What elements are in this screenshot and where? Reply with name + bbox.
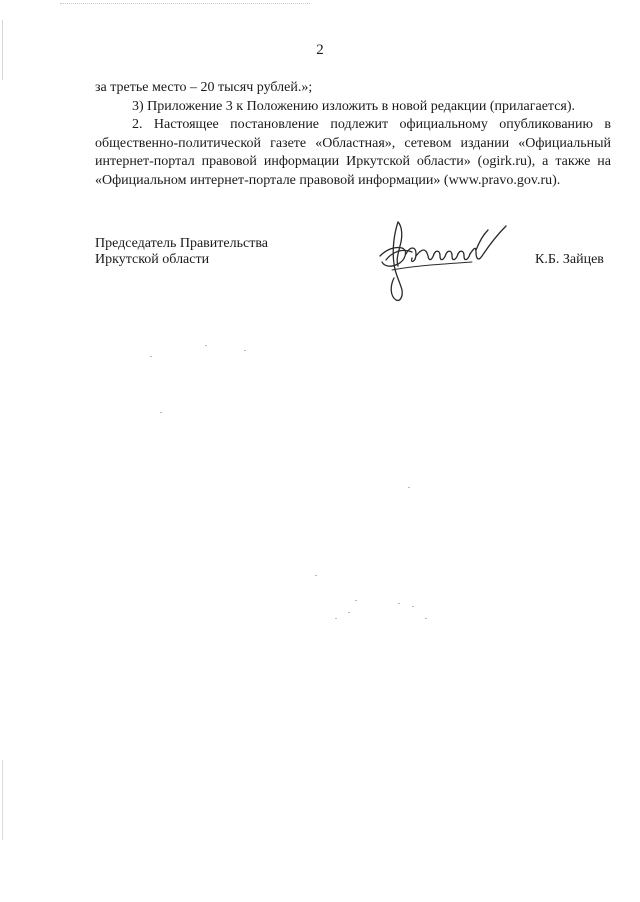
document-body (95, 79, 611, 191)
scan-speck (150, 356, 152, 357)
scan-edge-mark (60, 3, 310, 5)
signatory-name: К.Б. Зайцев (535, 252, 604, 267)
page-number: 2 (316, 42, 324, 58)
scan-speck (160, 412, 162, 413)
scan-speck (408, 487, 410, 488)
scan-speck (244, 350, 246, 351)
paragraph-publication: 2. Настоящее постановление подлежит официальному опубликованию в общественно-политической газете «Областная», сетевом издании «Официальный интернет-портал правовой информации Иркутской области» (ogirk.ru), а также на «Официальном интернет-портале правовой информации» (www.pravo.gov.ru). (95, 117, 611, 188)
scan-speck (315, 575, 317, 576)
scan-speck (348, 612, 350, 613)
scan-speck (335, 618, 337, 619)
signatory-title-line1: Председатель Правительства (95, 236, 268, 251)
scan-edge-mark (2, 760, 3, 840)
scan-speck (398, 603, 400, 604)
scan-speck (205, 345, 207, 346)
paragraph-item-3: 3) Приложение 3 к Положению изложить в новой редакции (прилагается). (132, 98, 576, 114)
signatory-title-line2: Иркутской области (95, 252, 210, 267)
scan-speck (425, 618, 427, 619)
paragraph-continuation: за третье место – 20 тысяч рублей.»; (95, 80, 313, 95)
scan-speck (412, 606, 414, 607)
scan-speck (355, 600, 357, 601)
signatory-title (95, 236, 268, 268)
handwritten-signature (372, 212, 512, 310)
